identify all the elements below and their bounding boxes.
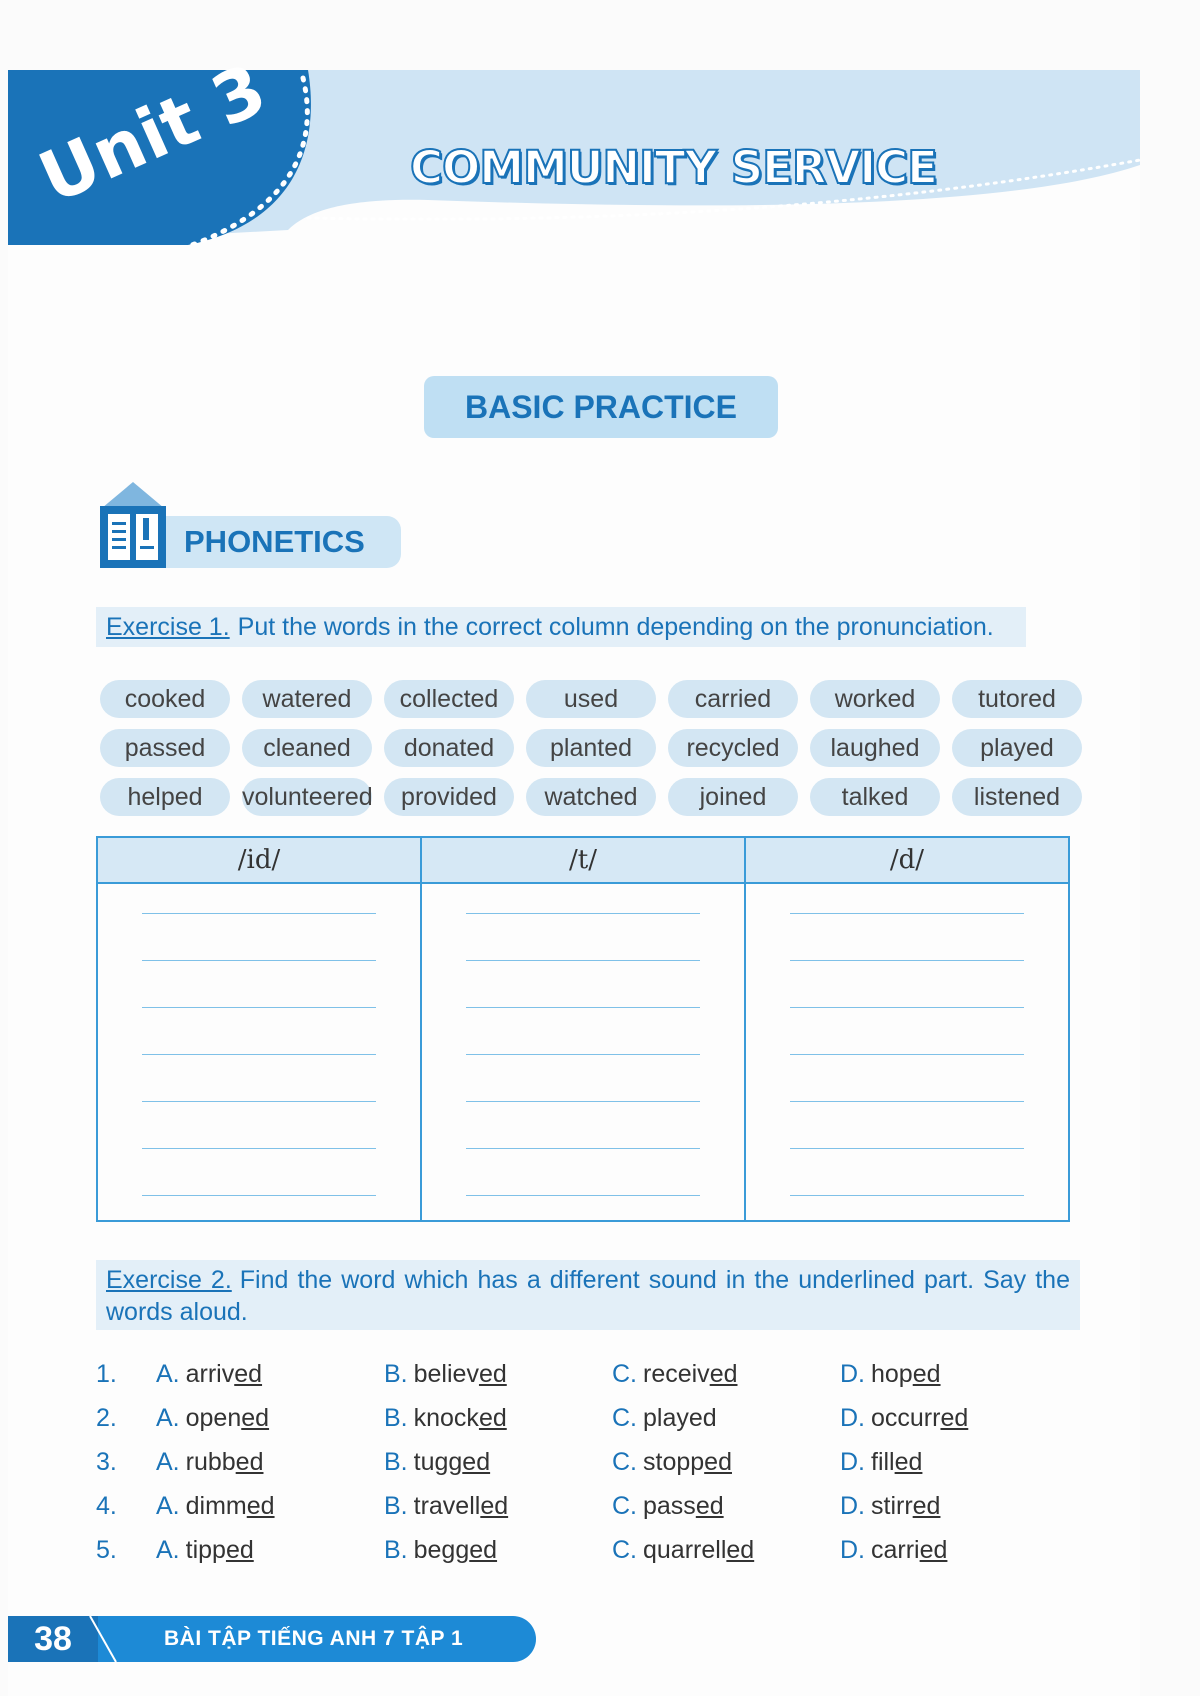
exercise-1-text: Put the words in the correct column depending on the pronunciation. [237,613,994,641]
answer-line[interactable] [466,960,700,961]
option-word: carri [871,1535,920,1564]
underlined-part: ed [726,1535,755,1564]
option-letter: D. [840,1359,865,1388]
column-header: /d/ [746,838,1068,884]
book-icon [96,480,170,570]
section-heading: BASIC PRACTICE [424,376,778,438]
exercise-1-number: Exercise 1. [106,613,230,641]
underlined-part: ed [695,1491,724,1520]
option-word: believ [413,1359,479,1388]
answer-line[interactable] [790,1148,1024,1149]
underlined-part: ed [894,1447,923,1476]
underlined-part: ed [469,1535,498,1564]
answer-option[interactable] [840,1360,1068,1389]
option-word: hop [871,1359,913,1388]
exercise-2-number: Exercise 2. [106,1266,232,1294]
answer-line[interactable] [790,1054,1024,1055]
option-word: stirr [871,1491,913,1520]
option-word: played [643,1403,717,1432]
answer-line[interactable] [790,1101,1024,1102]
answer-line[interactable] [790,1007,1024,1008]
exercise-2-text: Find the word which has a different sound in the underlined part. Say the words aloud. [106,1266,1070,1326]
word-chip[interactable]: joined [668,778,798,816]
question-row [96,1440,1076,1484]
answer-line[interactable] [466,1007,700,1008]
option-letter: D. [840,1403,865,1432]
answer-option[interactable] [384,1492,612,1521]
answer-line[interactable] [142,913,376,914]
word-chip[interactable]: cooked [100,680,230,718]
question-row [96,1352,1076,1396]
answer-line[interactable] [790,913,1024,914]
exercise-2-instruction [96,1260,1080,1330]
option-word: occurr [871,1403,941,1432]
answer-line[interactable] [466,1101,700,1102]
option-letter: C. [612,1535,637,1564]
answer-line[interactable] [142,1007,376,1008]
option-letter: D. [840,1447,865,1476]
word-chip[interactable]: recycled [668,729,798,767]
column-d [746,838,1068,1220]
phonetics-heading [96,480,401,570]
column-header: /t/ [422,838,744,884]
answer-line[interactable] [790,1195,1024,1196]
option-word: stopp [643,1447,705,1476]
answer-line[interactable] [142,1148,376,1149]
option-letter: C. [612,1491,637,1520]
answer-line[interactable] [466,913,700,914]
word-chip[interactable]: listened [952,778,1082,816]
unit-title: COMMUNITY SERVICE [410,141,937,194]
footer-divider [88,1616,118,1662]
word-chip[interactable]: laughed [810,729,940,767]
unit-number: Unit 3 [27,48,278,220]
option-letter: B. [384,1359,408,1388]
word-chip[interactable]: provided [384,778,514,816]
word-chip[interactable]: helped [100,778,230,816]
option-letter: A. [156,1359,180,1388]
underlined-part: ed [462,1447,491,1476]
answer-line[interactable] [142,1195,376,1196]
column-header: /id/ [98,838,420,884]
answer-option[interactable] [612,1492,840,1521]
option-letter: A. [156,1403,180,1432]
option-letter: C. [612,1359,637,1388]
word-chip[interactable]: worked [810,680,940,718]
word-chip[interactable]: cleaned [242,729,372,767]
answer-option[interactable] [612,1448,840,1477]
option-word: travell [413,1491,481,1520]
question-list [96,1352,1076,1572]
answer-line[interactable] [142,1101,376,1102]
phonetics-label: PHONETICS [184,524,365,559]
word-chip[interactable]: collected [384,680,514,718]
word-chip[interactable]: passed [100,729,230,767]
underlined-part: ed [912,1359,941,1388]
option-letter: C. [612,1403,637,1432]
underlined-part: ed [704,1447,732,1476]
answer-option[interactable] [156,1360,384,1389]
answer-option[interactable] [612,1404,840,1433]
word-chip[interactable]: planted [526,729,656,767]
underlined-part: ed [940,1403,969,1432]
answer-option[interactable] [840,1536,1068,1565]
option-word: fill [871,1447,895,1476]
question-row [96,1528,1076,1572]
word-chip[interactable]: used [526,680,656,718]
answer-line[interactable] [466,1148,700,1149]
option-word: receiv [643,1359,710,1388]
question-number: 1. [96,1359,117,1388]
word-chip[interactable]: tutored [952,680,1082,718]
answer-option[interactable] [384,1448,612,1477]
answer-option[interactable] [156,1536,384,1565]
question-row [96,1396,1076,1440]
book-title: BÀI TẬP TIẾNG ANH 7 TẬP 1 [164,1627,464,1650]
question-row [96,1484,1076,1528]
underlined-part: ed [912,1491,941,1520]
question-number: 3. [96,1447,117,1476]
option-word: rubb [185,1447,236,1476]
option-letter: B. [384,1447,408,1476]
underlined-part: ed [234,1359,263,1388]
option-letter: A. [156,1491,180,1520]
underlined-part: ed [246,1491,275,1520]
option-word: dimm [185,1491,247,1520]
word-bank [100,680,1095,816]
answer-line[interactable] [142,960,376,961]
underlined-part: ed [241,1403,270,1432]
answer-option[interactable] [612,1360,840,1389]
option-letter: A. [156,1535,180,1564]
answer-option[interactable] [156,1492,384,1521]
option-word: pass [643,1491,696,1520]
word-chip[interactable]: volunteered [242,778,372,816]
option-word: tugg [413,1447,463,1476]
option-word: tipp [185,1535,226,1564]
underlined-part: ed [919,1535,948,1564]
answer-line[interactable] [142,1054,376,1055]
option-word: knock [413,1403,479,1432]
question-number: 5. [96,1535,117,1564]
answer-option[interactable] [840,1448,1068,1477]
underlined-part: ed [235,1447,264,1476]
answer-option[interactable] [156,1448,384,1477]
answer-line[interactable] [466,1054,700,1055]
option-letter: D. [840,1491,865,1520]
option-letter: B. [384,1403,408,1432]
exercise-1-instruction [96,607,1026,647]
word-chip[interactable]: watered [242,680,372,718]
option-letter: C. [612,1447,637,1476]
answer-option[interactable] [384,1404,612,1433]
column-id [98,838,422,1220]
answer-line[interactable] [466,1195,700,1196]
underlined-part: ed [478,1359,507,1388]
answer-line[interactable] [790,960,1024,961]
page-number: 38 [8,1616,98,1662]
sound-sorting-table [96,836,1070,1222]
option-word: quarrell [643,1535,727,1564]
word-chip[interactable]: donated [384,729,514,767]
option-word: arriv [185,1359,235,1388]
answer-option[interactable] [612,1536,840,1565]
answer-option[interactable] [384,1536,612,1565]
option-letter: B. [384,1491,408,1520]
word-chip[interactable]: watched [526,778,656,816]
answer-option[interactable] [156,1404,384,1433]
question-number: 2. [96,1403,117,1432]
option-word: begg [413,1535,470,1564]
question-number: 4. [96,1491,117,1520]
column-t [422,838,746,1220]
underlined-part: ed [480,1491,509,1520]
answer-option[interactable] [840,1404,1068,1433]
option-word: open [185,1403,242,1432]
answer-option[interactable] [840,1492,1068,1521]
underlined-part: ed [225,1535,254,1564]
option-letter: D. [840,1535,865,1564]
option-letter: B. [384,1535,408,1564]
word-chip[interactable]: talked [810,778,940,816]
word-chip[interactable]: played [952,729,1082,767]
underlined-part: ed [478,1403,507,1432]
underlined-part: ed [709,1359,738,1388]
word-chip[interactable]: carried [668,680,798,718]
option-letter: A. [156,1447,180,1476]
answer-option[interactable] [384,1360,612,1389]
